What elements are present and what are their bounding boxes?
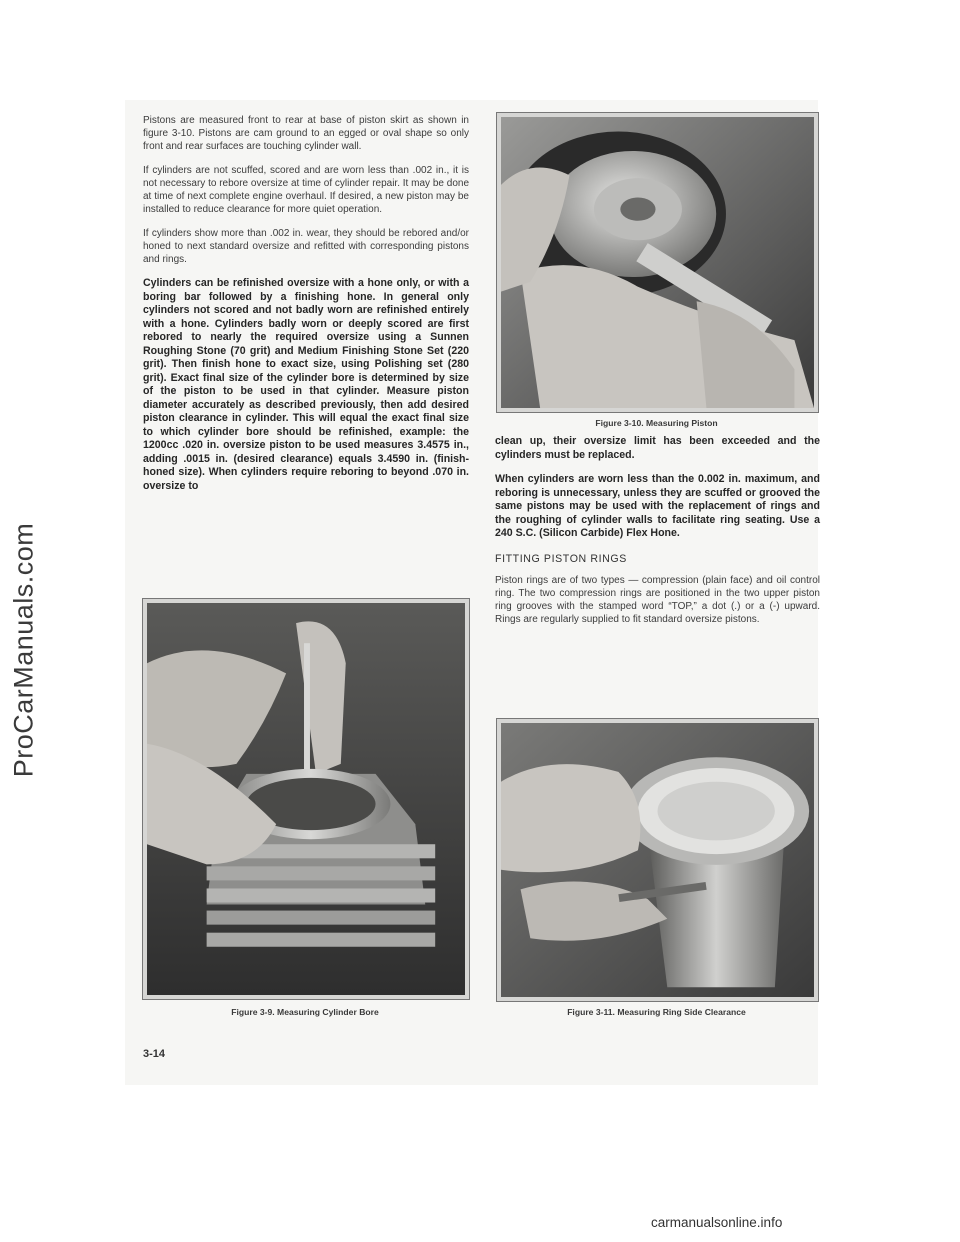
- right-column: [495, 435, 820, 637]
- figure-measuring-cylinder-bore: [142, 598, 470, 1000]
- ring-feeler-gauge-photo: [501, 723, 814, 997]
- paragraph-refinish: Cylinders can be refinished oversize with a hone only, or with a boring bar followed by a finishing hone. In general only cylinders not scored and not badly worn are refinished entirely with a hone. Cylinders badly worn or deeply scored are first rebored to nearly the required oversize using a Sunnen Roughing Stone (70 grit) and Medium Finishing Stone Set (220 grit). Then finish hone to exact size, using Polishing set (280 grit). Exact final size of the cylinder bore is determined by size of the piston to be used in that cylinder. Measure piston diameter accurately as described previously, then add desired piston clearance in cylinder. This will equal the exact final size to which cylinder bore should be refinished, example: the 1200cc .020 in. oversize piston to be used measures 3.4575 in., adding .0015 in. (desired clearance) equals 3.4590 in. (finish-honed size). When cylinders require reboring to beyond .070 in. oversize to: [143, 277, 469, 492]
- cylinder-bore-gauge-photo: [147, 603, 465, 995]
- left-column: [143, 114, 469, 504]
- figure-measuring-piston: [496, 112, 819, 413]
- caption-figure-3-10: Figure 3-10. Measuring Piston: [595, 418, 718, 428]
- paragraph-oversize-limit: clean up, their oversize limit has been exceeded and the cylinders must be replaced.: [495, 435, 820, 461]
- paragraph-piston-measure: Pistons are measured front to rear at base of piston skirt as shown in figure 3-10. Pistons are cam ground to an egged or oval shape so only front and rear surfaces are touching cylinder wall.: [143, 115, 469, 152]
- manual-page: [125, 100, 818, 1085]
- paragraph-worn-less: When cylinders are worn less than the 0.002 in. maximum, and reboring is unnecessary, unless they are scuffed or grooved the same pistons may be used with the replacement of rings and the roughing of cylinder walls to facilitate ring seating. Use a 240 S.C. (Silicon Carbide) Flex Hone.: [495, 473, 820, 539]
- paragraph-wear: If cylinders show more than .002 in. wear, they should be rebored and/or honed to next standard oversize and refitted with corresponding pistons and rings.: [143, 228, 469, 265]
- caption-figure-3-11: Figure 3-11. Measuring Ring Side Clearance: [567, 1007, 746, 1017]
- side-watermark: [4, 440, 44, 860]
- paragraph-piston-rings: Piston rings are of two types — compression (plain face) and oil control ring. The two compression rings are positioned in the two upper piston ring grooves with the stamped word “TOP,” a dot (.) or a (-) upward. Rings are regularly supplied to fit standard oversize pistons.: [495, 574, 820, 625]
- piston-micrometer-photo: [501, 117, 814, 408]
- paragraph-not-scuffed: If cylinders are not scuffed, scored and are worn less than .002 in., it is not necessary to rebore oversize at time of cylinder repair. It may be done at time of next complete engine overhaul. If desired, a new piston may be installed to reduce clearance for more quiet operation.: [143, 165, 469, 215]
- page-number: 3-14: [143, 1048, 166, 1060]
- caption-figure-3-9: Figure 3-9. Measuring Cylinder Bore: [231, 1007, 379, 1017]
- figure-measuring-ring-side-clearance: [496, 718, 819, 1002]
- footer-watermark: carmanualsonline.info: [651, 1215, 783, 1230]
- heading-fitting-piston-rings: FITTING PISTON RINGS: [495, 552, 627, 565]
- side-watermark-text: ProCarManuals.com: [8, 522, 39, 778]
